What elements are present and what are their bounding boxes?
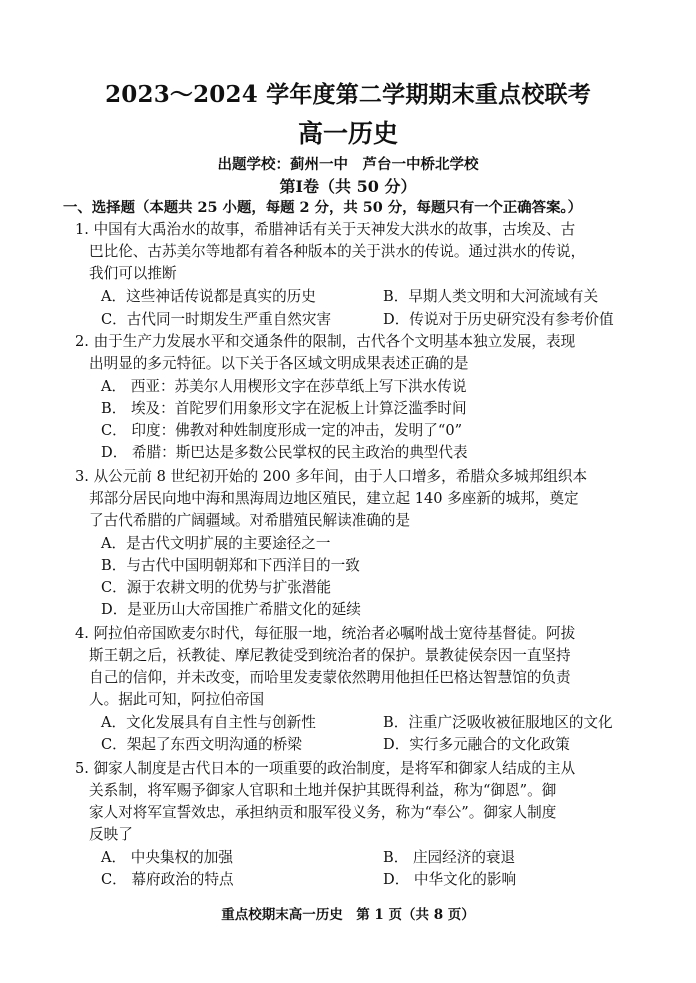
question-3-stem: 邦部分居民向地中海和黑海周边地区殖民，建立起 140 多座新的城邦，奠定 xyxy=(89,490,579,507)
question-3-stem: 3. 从公元前 8 世纪初开始的 200 多年间，由于人口增多，希腊众多城邦组织本 xyxy=(75,468,588,485)
question-1-stem: 巴比伦、古苏美尔等地都有着各种版本的关于洪水的传说。通过洪水的传说， xyxy=(89,243,586,260)
question-2-stem: 出明显的多元特征。以下关于各区域文明成果表述正确的是 xyxy=(89,355,469,372)
option-b: B．注重广泛吸收被征服地区的文化 xyxy=(383,714,613,731)
option-a: A．是古代文明扩展的主要途径之一 xyxy=(101,535,331,552)
option-c: C． 幕府政治的特点 xyxy=(101,871,234,888)
option-d: D．实行多元融合的文化政策 xyxy=(383,736,570,753)
exam-title: 2023～2024 学年度第二学期期末重点校联考 xyxy=(105,81,591,108)
option-c: C． 印度：佛教对种姓制度形成一定的冲击，发明了“0” xyxy=(101,422,463,439)
question-2-stem: 2. 由于生产力发展水平和交通条件的限制，古代各个文明基本独立发展，表现 xyxy=(75,333,576,350)
question-5-stem: 家人对将军宣誓效忠，承担纳贡和服军役义务，称为“奉公”。御家人制度 xyxy=(89,804,557,821)
option-d: D． 中华文化的影响 xyxy=(383,871,517,888)
option-c: C．古代同一时期发生严重自然灾害 xyxy=(101,311,332,328)
schools-line: 出题学校：蓟州一中 芦台一中桥北学校 xyxy=(217,156,479,173)
question-1-stem: 我们可以推断 xyxy=(89,265,177,282)
question-3-stem: 了古代希腊的广阔疆域。对希腊殖民解读准确的是 xyxy=(89,512,411,529)
option-a: A．文化发展具有自主性与创新性 xyxy=(101,714,316,731)
volume-heading: 第Ⅰ卷（共 50 分） xyxy=(279,177,417,196)
question-4-stem: 4. 阿拉伯帝国欧麦尔时代，每征服一地，统治者必嘱咐战士宽待基督徒。阿拔 xyxy=(75,625,576,642)
option-d: D． 希腊：斯巴达是多数公民掌权的民主政治的典型代表 xyxy=(101,444,468,461)
option-a: A． 西亚：苏美尔人用楔形文字在莎草纸上写下洪水传说 xyxy=(101,378,467,395)
question-5-stem: 反映了 xyxy=(89,826,133,843)
option-a: A． 中央集权的加强 xyxy=(101,849,233,866)
subject-title: 高一历史 xyxy=(297,119,398,148)
option-d: D．是亚历山大帝国推广希腊文化的延续 xyxy=(101,601,361,618)
option-a: A．这些神话传说都是真实的历史 xyxy=(101,288,316,305)
question-5-stem: 关系制，将军赐予御家人官职和土地并保护其既得利益，称为“御恩”。御 xyxy=(89,782,557,799)
option-b: B．与古代中国明朝郑和下西洋目的一致 xyxy=(101,557,360,574)
question-1-stem: 1. 中国有大禹治水的故事，希腊神话有关于天神发大洪水的故事，古埃及、古 xyxy=(75,221,576,238)
option-b: B．早期人类文明和大河流域有关 xyxy=(383,288,599,305)
question-5-stem: 5. 御家人制度是古代日本的一项重要的政治制度，是将军和御家人结成的主从 xyxy=(75,760,576,777)
question-4-stem: 斯王朝之后，袄教徒、摩尼教徒受到统治者的保护。景教徒侯奈因一直坚持 xyxy=(89,647,571,664)
option-c: C．架起了东西文明沟通的桥梁 xyxy=(101,736,302,753)
option-b: B． 埃及：首陀罗们用象形文字在泥板上计算泛滥季时间 xyxy=(101,400,467,417)
question-4-stem: 人。据此可知，阿拉伯帝国 xyxy=(89,691,265,708)
section-heading: 一、选择题（本题共 25 小题，每题 2 分，共 50 分，每题只有一个正确答案。） xyxy=(63,199,583,216)
option-c: C．源于农耕文明的优势与扩张潜能 xyxy=(101,579,332,596)
page-footer: 重点校期末高一历史 第 1 页（共 8 页） xyxy=(221,907,475,923)
option-b: B． 庄园经济的衰退 xyxy=(383,849,516,866)
question-4-stem: 自己的信仰，并未改变，而哈里发麦蒙依然聘用他担任巴格达智慧馆的负责 xyxy=(89,669,571,686)
option-d: D．传说对于历史研究没有参考价值 xyxy=(383,311,614,328)
